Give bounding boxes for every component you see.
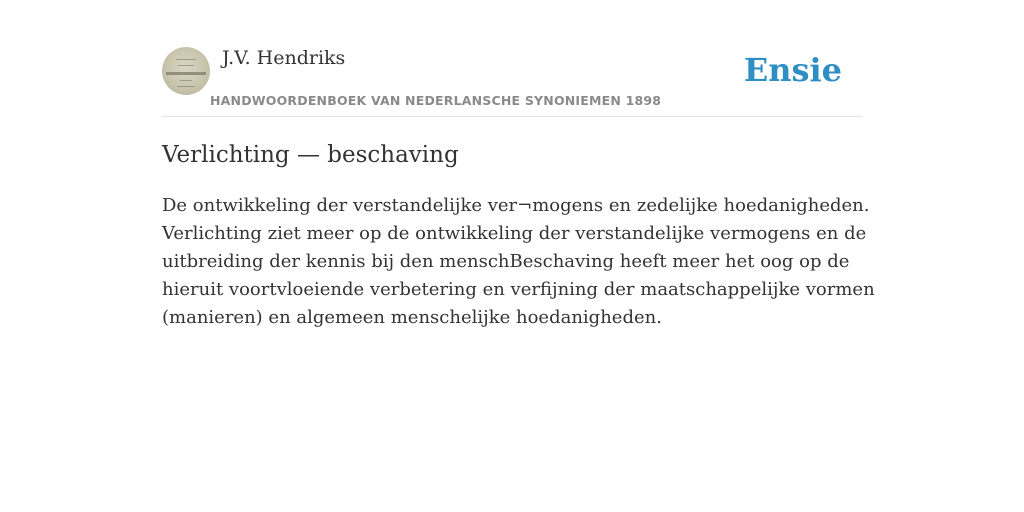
avatar-line <box>166 72 206 75</box>
entry-body-line: Verlichting ziet meer op de ontwikkeling der verstandelijke vermogens en de <box>162 223 867 244</box>
entry-body-line: (manieren) en algemeen menschelijke hoedanigheden. <box>162 307 662 328</box>
ensie-logo[interactable]: Ensie <box>743 51 842 89</box>
author-name[interactable]: J.V. Hendriks <box>222 47 346 69</box>
avatar-line <box>176 59 196 60</box>
avatar-line <box>178 65 194 66</box>
entry-body-line: De ontwikkeling der verstandelijke ver¬mogens en zedelijke hoedanigheden. <box>162 195 870 216</box>
entry-body-line: hieruit voortvloeiende verbetering en verfijning der maatschappelijke vormen <box>162 279 875 300</box>
source-title[interactable]: HANDWOORDENBOEK VAN NEDERLANSCHE SYNONIEMEN 1898 <box>210 93 662 108</box>
entry-body <box>162 192 875 332</box>
avatar-line <box>177 86 195 87</box>
book-cover-icon[interactable] <box>162 47 210 95</box>
entry-title: Verlichting — beschaving <box>162 142 459 168</box>
entry-body-line: uitbreiding der kennis bij den menschBeschaving heeft meer het oog op de <box>162 251 850 272</box>
header <box>162 46 862 117</box>
avatar-line <box>180 80 192 81</box>
